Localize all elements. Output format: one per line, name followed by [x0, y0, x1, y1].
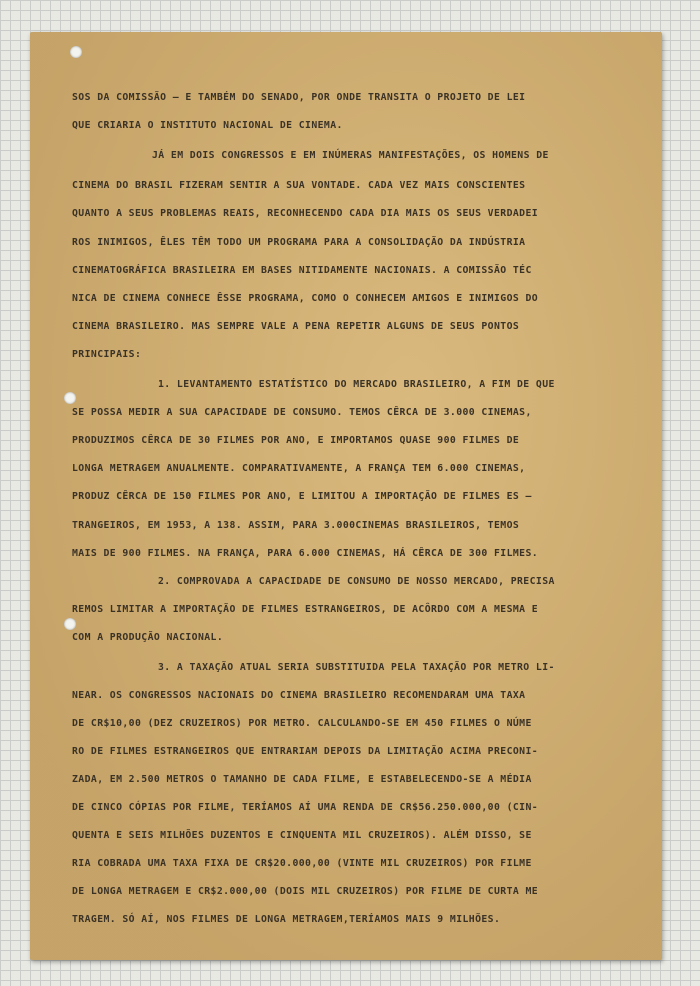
typewritten-page: [30, 32, 662, 960]
text-line: NEAR. OS CONGRESSOS NACIONAIS DO CINEMA BRASILEIRO RECOMENDARAM UMA TAXA: [72, 690, 526, 701]
text-line: ZADA, EM 2.500 METROS O TAMANHO DE CADA FILME, E ESTABELECENDO-SE A MÉDIA: [72, 774, 532, 785]
text-line: SOS DA COMISSÃO — E TAMBÉM DO SENADO, POR ONDE TRANSITA O PROJETO DE LEI: [72, 92, 526, 103]
text-line: DE CR$10,00 (DEZ CRUZEIROS) POR METRO. CALCULANDO-SE EM 450 FILMES O NÚME: [72, 718, 532, 729]
punch-hole-top: [70, 46, 82, 58]
text-line: REMOS LIMITAR A IMPORTAÇÃO DE FILMES ESTRANGEIROS, DE ACÔRDO COM A MESMA E: [72, 604, 539, 615]
text-line: TRAGEM. SÓ AÍ, NOS FILMES DE LONGA METRAGEM,TERÍAMOS MAIS 9 MILHÕES.: [72, 914, 501, 925]
text-line: COM A PRODUÇÃO NACIONAL.: [72, 632, 224, 643]
text-line: 2. COMPROVADA A CAPACIDADE DE CONSUMO DE NOSSO MERCADO, PRECISA: [158, 576, 555, 587]
text-line: SE POSSA MEDIR A SUA CAPACIDADE DE CONSUMO. TEMOS CÊRCA DE 3.000 CINEMAS,: [72, 407, 532, 418]
text-line: CINEMA DO BRASIL FIZERAM SENTIR A SUA VONTADE. CADA VEZ MAIS CONSCIENTES: [72, 180, 526, 191]
text-line: RIA COBRADA UMA TAXA FIXA DE CR$20.000,00 (VINTE MIL CRUZEIROS) POR FILME: [72, 858, 532, 869]
punch-hole-middle: [64, 392, 76, 404]
text-line: PRODUZ CÊRCA DE 150 FILMES POR ANO, E LIMITOU A IMPORTAÇÃO DE FILMES ES —: [72, 491, 532, 502]
text-line: JÁ EM DOIS CONGRESSOS E EM INÚMERAS MANIFESTAÇÕES, OS HOMENS DE: [152, 150, 549, 161]
text-line: ROS INIMIGOS, ÊLES TÊM TODO UM PROGRAMA PARA A CONSOLIDAÇÃO DA INDÚSTRIA: [72, 237, 526, 248]
text-line: DE LONGA METRAGEM E CR$2.000,00 (DOIS MIL CRUZEIROS) POR FILME DE CURTA ME: [72, 886, 539, 897]
punch-hole-lower: [64, 618, 76, 630]
text-line: LONGA METRAGEM ANUALMENTE. COMPARATIVAMENTE, A FRANÇA TEM 6.000 CINEMAS,: [72, 463, 526, 474]
text-line: NICA DE CINEMA CONHECE ÊSSE PROGRAMA, COMO O CONHECEM AMIGOS E INIMIGOS DO: [72, 293, 539, 304]
text-line: 1. LEVANTAMENTO ESTATÍSTICO DO MERCADO BRASILEIRO, A FIM DE QUE: [158, 379, 555, 390]
text-line: CINEMATOGRÁFICA BRASILEIRA EM BASES NITIDAMENTE NACIONAIS. A COMISSÃO TÉC: [72, 265, 532, 276]
text-line: 3. A TAXAÇÃO ATUAL SERIA SUBSTITUIDA PELA TAXAÇÃO POR METRO LI-: [158, 662, 555, 673]
text-line: MAIS DE 900 FILMES. NA FRANÇA, PARA 6.000 CINEMAS, HÁ CÊRCA DE 300 FILMES.: [72, 548, 539, 559]
text-line: QUE CRIARIA O INSTITUTO NACIONAL DE CINEMA.: [72, 120, 343, 131]
text-line: PRINCIPAIS:: [72, 349, 142, 360]
text-line: PRODUZIMOS CÊRCA DE 30 FILMES POR ANO, E IMPORTAMOS QUASE 900 FILMES DE: [72, 435, 520, 446]
text-line: QUENTA E SEIS MILHÕES DUZENTOS E CINQUENTA MIL CRUZEIROS). ALÉM DISSO, SE: [72, 830, 532, 841]
text-line: DE CINCO CÓPIAS POR FILME, TERÍAMOS AÍ UMA RENDA DE CR$56.250.000,00 (CIN-: [72, 802, 539, 813]
text-line: CINEMA BRASILEIRO. MAS SEMPRE VALE A PENA REPETIR ALGUNS DE SEUS PONTOS: [72, 321, 520, 332]
text-line: RO DE FILMES ESTRANGEIROS QUE ENTRARIAM DEPOIS DA LIMITAÇÃO ACIMA PRECONI-: [72, 746, 539, 757]
text-line: TRANGEIROS, EM 1953, A 138. ASSIM, PARA 3.000CINEMAS BRASILEIROS, TEMOS: [72, 520, 520, 531]
text-line: QUANTO A SEUS PROBLEMAS REAIS, RECONHECENDO CADA DIA MAIS OS SEUS VERDADEI: [72, 208, 539, 219]
